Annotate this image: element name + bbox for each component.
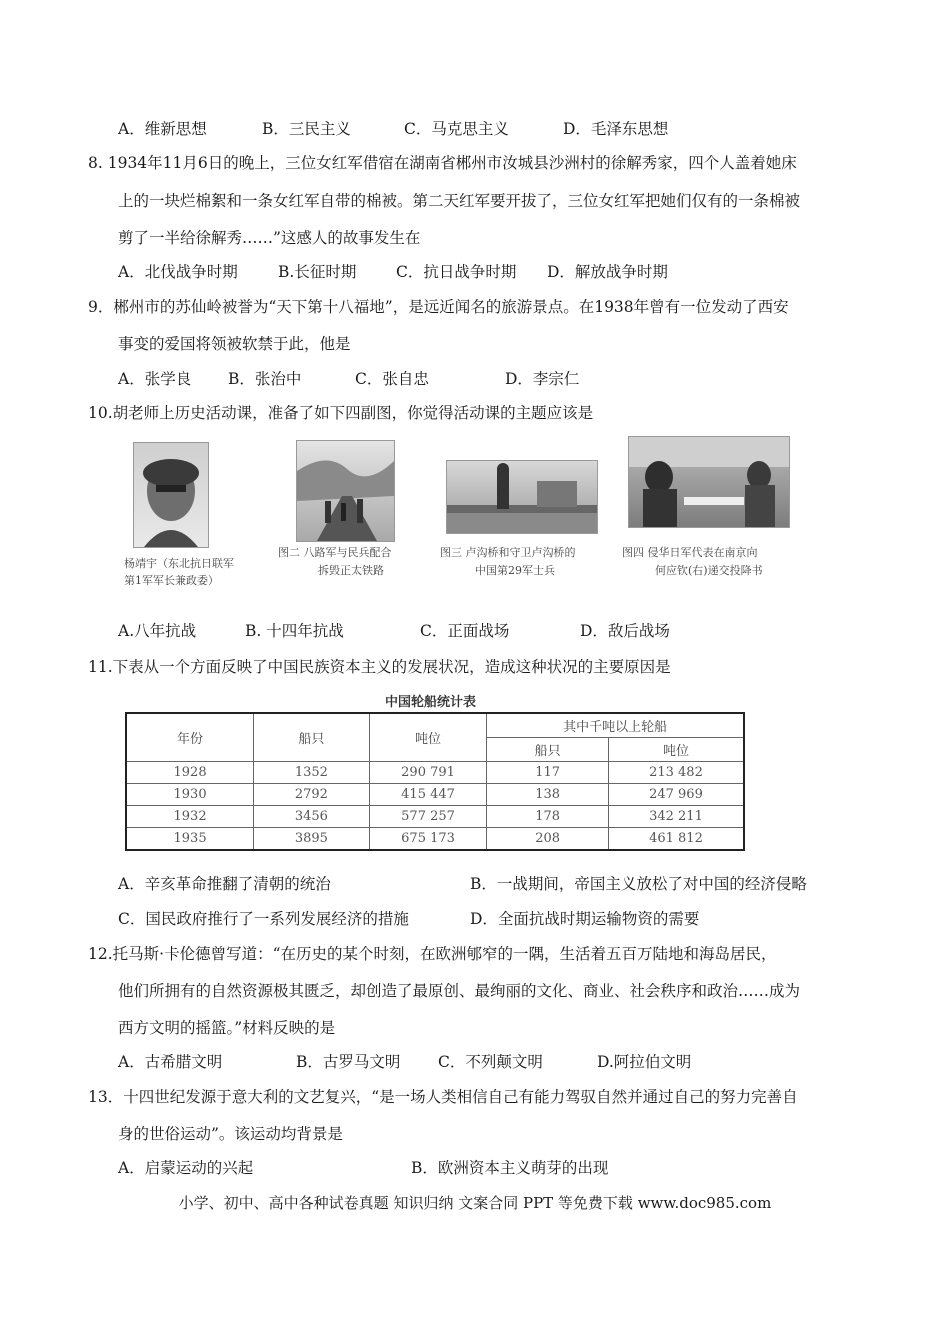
- q7-option-a: A．维新思想: [118, 120, 207, 138]
- cell-large-ships: 178: [487, 806, 609, 828]
- figure-3-caption-line1: 图三 卢沟桥和守卫卢沟桥的: [440, 546, 576, 559]
- cell-large-tonnage: 461 812: [608, 828, 744, 851]
- cell-tonnage: 577 257: [369, 806, 487, 828]
- q12-stem-line1: 12.托马斯·卡伦德曾写道：“在历史的某个时刻，在欧洲郇窄的一隅，生活着五百万陆地和海岛居民，: [88, 945, 777, 963]
- q9-option-a: A．张学良: [118, 370, 192, 388]
- figure-2-caption-line1: 图二 八路军与民兵配合: [278, 546, 392, 559]
- q10-option-b: B. 十四年抗战: [245, 622, 344, 640]
- q10-stem: 10.胡老师上历史活动课，准备了如下四副图，你觉得活动课的主题应该是: [88, 404, 594, 422]
- q9-option-b: B．张治中: [228, 370, 302, 388]
- figure-3-bridge-photo: [446, 460, 598, 534]
- q10-option-c: C．正面战场: [420, 622, 510, 640]
- table-title: 中国轮船统计表: [385, 695, 477, 710]
- cell-year: 1930: [126, 784, 254, 806]
- cell-year: 1935: [126, 828, 254, 851]
- q12-option-a: A．古希腊文明: [118, 1053, 223, 1071]
- header-sub-tonnage: 吨位: [608, 738, 744, 762]
- header-sub-ships: 船只: [487, 738, 609, 762]
- table-row: [126, 828, 744, 851]
- q8-stem-line2: 上的一块烂棉絮和一条女红军自带的棉被。第二天红军要开拔了，三位女红军把她们仅有的一条棉被: [118, 192, 801, 210]
- header-tonnage: 吨位: [369, 713, 487, 762]
- cell-ships: 2792: [254, 784, 370, 806]
- cell-ships: 1352: [254, 762, 370, 784]
- cell-tonnage: 675 173: [369, 828, 487, 851]
- q9-stem-line1: 9．郴州市的苏仙岭被誉为“天下第十八福地”，是远近闻名的旅游景点。在1938年曾有一位发动了西安: [88, 298, 789, 316]
- q13-option-a: A．启蒙运动的兴起: [118, 1159, 254, 1177]
- header-ships: 船只: [254, 713, 370, 762]
- q11-option-b: B．一战期间，帝国主义放松了对中国的经济侵略: [470, 875, 807, 893]
- page-footer: 小学、初中、高中各种试卷真题 知识归纳 文案合同 PPT 等免费下载 www.doc985.com: [178, 1194, 772, 1212]
- cell-large-ships: 117: [487, 762, 609, 784]
- q12-option-d: D.阿拉伯文明: [597, 1053, 692, 1071]
- cell-large-ships: 208: [487, 828, 609, 851]
- q9-option-d: D．李宗仁: [505, 370, 580, 388]
- cell-year: 1928: [126, 762, 254, 784]
- figure-3-caption-line2: 中国第29军士兵: [475, 564, 555, 577]
- cell-tonnage: 290 791: [369, 762, 487, 784]
- q10-option-a: A.八年抗战: [118, 622, 197, 640]
- q13-option-b: B．欧洲资本主义萌芽的出现: [411, 1159, 609, 1177]
- figure-4-caption-line2: 何应钦(右)递交投降书: [655, 564, 763, 577]
- figure-2-railway-photo: [296, 440, 395, 542]
- cell-large-tonnage: 213 482: [608, 762, 744, 784]
- figure-4-surrender-photo: [628, 436, 790, 528]
- q8-option-c: C．抗日战争时期: [396, 263, 517, 281]
- header-year: 年份: [126, 713, 254, 762]
- q12-stem-line3: 西方文明的摇篮。”材料反映的是: [118, 1019, 336, 1037]
- q7-option-b: B．三民主义: [262, 120, 351, 138]
- q11-option-d: D．全面抗战时期运输物资的需要: [470, 910, 700, 928]
- q8-option-a: A．北伐战争时期: [118, 263, 238, 281]
- q9-stem-line2: 事变的爱国将领被软禁于此，他是: [118, 335, 351, 353]
- cell-large-ships: 138: [487, 784, 609, 806]
- ship-statistics-table: [125, 712, 745, 851]
- table-row: [126, 784, 744, 806]
- cell-tonnage: 415 447: [369, 784, 487, 806]
- q12-stem-line2: 他们所拥有的自然资源极其匮乏，却创造了最原创、最绚丽的文化、商业、社会秩序和政治……成为: [118, 982, 801, 1000]
- table-row: [126, 806, 744, 828]
- q8-option-b: B.长征时期: [278, 263, 357, 281]
- q9-option-c: C．张自忠: [355, 370, 429, 388]
- q11-option-a: A．辛亥革命推翻了清朝的统治: [118, 875, 331, 893]
- q7-option-c: C．马克思主义: [404, 120, 509, 138]
- figure-1-portrait-photo: [133, 442, 209, 548]
- q7-option-d: D．毛泽东思想: [563, 120, 669, 138]
- q13-stem-line1: 13．十四世纪发源于意大利的文艺复兴，“是一场人类相信自己有能力驾驭自然并通过自己的努力完善自: [88, 1088, 798, 1106]
- q12-option-b: B．古罗马文明: [296, 1053, 401, 1071]
- figure-1-caption-line2: 第1军军长兼政委）: [124, 574, 219, 587]
- q13-stem-line2: 身的世俗运动”。该运动均背景是: [118, 1125, 343, 1143]
- cell-large-tonnage: 247 969: [608, 784, 744, 806]
- header-group-large-ships: 其中千吨以上轮船: [487, 713, 744, 738]
- q11-option-c: C．国民政府推行了一系列发展经济的措施: [118, 910, 409, 928]
- cell-year: 1932: [126, 806, 254, 828]
- q12-option-c: C．不列颠文明: [438, 1053, 543, 1071]
- q8-stem-line3: 剪了一半给徐解秀……”这感人的故事发生在: [118, 229, 421, 247]
- cell-large-tonnage: 342 211: [608, 806, 744, 828]
- q10-option-d: D．敌后战场: [580, 622, 670, 640]
- cell-ships: 3456: [254, 806, 370, 828]
- q8-stem-line1: 8. 1934年11月6日的晚上，三位女红军借宿在湖南省郴州市汝城县沙洲村的徐解秀家，四个人盖着她床: [88, 154, 797, 172]
- q11-stem: 11.下表从一个方面反映了中国民族资本主义的发展状况，造成这种状况的主要原因是: [88, 658, 671, 676]
- figure-1-caption-line1: 杨靖宇（东北抗日联军: [124, 557, 234, 570]
- cell-ships: 3895: [254, 828, 370, 851]
- q8-option-d: D．解放战争时期: [547, 263, 668, 281]
- figure-4-caption-line1: 图四 侵华日军代表在南京向: [622, 546, 758, 559]
- table-row: [126, 762, 744, 784]
- figure-2-caption-line2: 拆毁正太铁路: [318, 564, 384, 577]
